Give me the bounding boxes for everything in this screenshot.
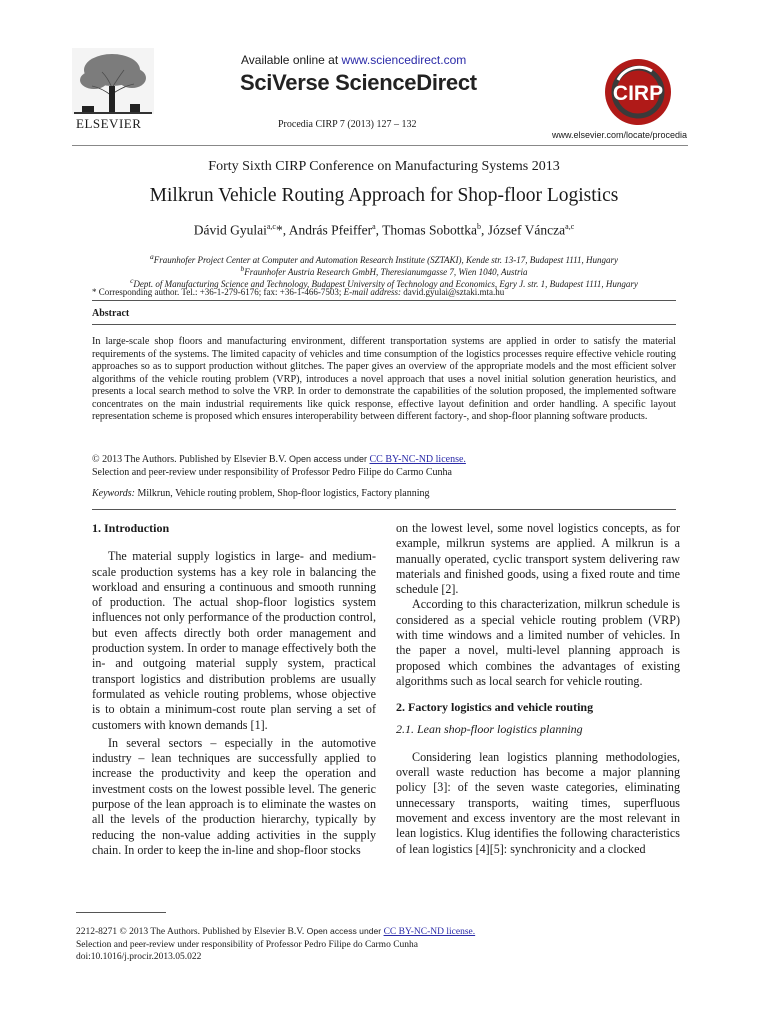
author-affiliation-mark: a,c [266, 222, 276, 231]
section-heading: 1. Introduction [92, 521, 170, 535]
keywords-bottom-rule [92, 509, 676, 510]
section-heading: 2. Factory logistics and vehicle routing [396, 700, 594, 715]
publisher-name: ELSEVIER [76, 116, 142, 131]
corresponding-contact: * Corresponding author. Tel.: +36-1-279-6176; fax: +36-1-466-7503; [92, 287, 344, 297]
open-access-label: Open access under [288, 454, 370, 464]
license-link[interactable]: CC BY-NC-ND license. [369, 454, 466, 465]
header-divider [72, 145, 688, 146]
author-affiliation-mark: b [477, 222, 482, 231]
author-affiliation-mark: a,c [565, 222, 575, 231]
left-column [92, 521, 376, 858]
abstract-heading: Abstract [92, 308, 130, 319]
affiliation-text: Dept. of Manufacturing Science and Technology, Budapest University of Technology and Economics, Egry J. str. 1, Budapest 1111, Hungary [133, 279, 638, 289]
copyright-text: © 2013 The Authors. Published by Elsevier B.V. [92, 454, 289, 465]
author-list [0, 222, 768, 239]
affiliation-mark: b [240, 264, 245, 273]
paragraph: According to this characterization, milkrun schedule is considered as a special vehicle routing problem (VRP) with time windows and a limited number of vehicles. In the paper a novel, multi-level planning approach is proposed which combines the advantages of existing algorithms such as local search for vehicle routing. [396, 597, 680, 688]
author-separator: , [375, 222, 383, 238]
email-address[interactable]: david.gyulai@sztaki.mta.hu [401, 287, 505, 297]
abstract-top-rule [92, 300, 676, 301]
paragraph: on the lowest level, some novel logistics concepts, as for example, milkrun systems are applied. A milkrun is a manually operated, cyclic transport system delivering raw materials and finished goods, using a fixed route and time schedule [2]. [396, 521, 680, 597]
affiliation-mark: a [150, 252, 154, 261]
journal-reference: Procedia CIRP 7 (2013) 127 – 132 [278, 119, 417, 130]
footer-peer-review: Selection and peer-review under responsibility of Professor Pedro Filipe do Carmo Cunha [76, 939, 418, 950]
author-name: József Váncza [487, 222, 566, 238]
sciencedirect-link[interactable]: www.sciencedirect.com [341, 53, 467, 67]
footer-copyright-text: 2212-8271 © 2013 The Authors. Published by Elsevier B.V. [76, 927, 307, 937]
author-separator: , [481, 222, 488, 238]
author-separator: *, [275, 222, 289, 238]
platform-name: SciVerse ScienceDirect [240, 70, 477, 95]
doi[interactable]: doi:10.1016/j.procir.2013.05.022 [76, 952, 202, 962]
subsection-heading: 2.1. Lean shop-floor logistics planning [396, 721, 583, 736]
keywords-list: Milkrun, Vehicle routing problem, Shop-floor logistics, Factory planning [134, 488, 430, 499]
peer-review-line: Selection and peer-review under responsibility of Professor Pedro Filipe do Carmo Cunha [92, 466, 452, 478]
footer-rule [76, 912, 166, 913]
cirp-logo-text: CIRP [612, 82, 664, 105]
conference-name: Forty Sixth CIRP Conference on Manufacturing Systems 2013 [208, 159, 560, 174]
available-online [241, 53, 466, 67]
paper-title: Milkrun Vehicle Routing Approach for Shop-floor Logistics [149, 185, 619, 206]
copyright-notice [92, 453, 466, 479]
paragraph: In several sectors – especially in the automotive industry – lean techniques are successfully applied to increase the productivity and keep the operation and investment costs on the lowest possible level. The generic purpose of the lean approach is to eliminate the wastes on all the levels of the production hierarchy, typically by reducing the non-value adding activities in the supply chain. In order to keep the in-line and shop-floor stocks [92, 735, 376, 857]
abstract-text: In large-scale shop floors and manufacturing environment, different transportation systems are applied in order to satisfy the material requirements of the systems. The limited capacity of vehicles and time consumption of the logistics processes require effective vehicle routing approaches so as to support production without glitches. The paper gives an overview of the appropriate models and the most efficient solver algorithms of the vehicle routing problem (VRP), introduces a novel approach that uses a novel initial solution generation heuristics, and presents a local search method to solve the VRP. In order to demonstrate the capabilities of the solution proposed, the implemented software concentrates on the main industrial requirements like quick response, effective layout definition and order handling. A specific layout representation scheme is proposed which ensures interoperability between different factory-, and shop-floor planning software products. [92, 336, 676, 422]
email-label: E-mail address: [343, 287, 401, 297]
journal-url[interactable]: www.elsevier.com/locate/procedia [552, 130, 688, 140]
author-name: Thomas Sobottka [382, 222, 478, 238]
copyright-line [92, 453, 466, 467]
corresponding-author [92, 287, 504, 297]
affiliation-mark: c [130, 276, 134, 285]
author-affiliation-mark: a [372, 222, 376, 231]
available-prefix: Available online at [241, 53, 342, 67]
license-link[interactable]: CC BY-NC-ND license. [383, 927, 476, 937]
footer [76, 925, 475, 964]
paragraph: The material supply logistics in large- and medium-scale production systems has a key role in balancing the workload and ensuring a continuous and smooth running of production. The actual shop-floor logistics system influences not only performance of the production control, but even affects directly both order management and production system. In order to manage effectively both the in- and outgoing material supply system, practical transport logistics and distribution problems are usually formulated as vehicle routing problems, whose objective is to obtain a minimum-cost route plan serving a set of customers with known demands [1]. [92, 549, 376, 732]
affiliation-text: Fraunhofer Austria Research GmbH, Theresianumgasse 7, Wien 1040, Austria [244, 267, 528, 277]
abstract-heading-rule [92, 324, 676, 325]
keywords-label: Keywords: [92, 488, 135, 499]
right-column [396, 521, 680, 857]
affiliation-text: Fraunhofer Project Center at Computer and Automation Research Institute (SZTAKI), Kende str. 13-17, Budapest 1111, Hungary [153, 255, 618, 265]
paragraph: Considering lean logistics planning methodologies, overall waste reduction has become a major planning policy [3]: of the seven waste categories, eliminating unnecessary transports, waiting times, superfluous movement and excess inventory are the most relevant in lean logistics. Klug identifies the following characteristics of lean logistics [4][5]: synchronicity and a clocked [396, 749, 680, 856]
author-name: András Pfeiffer [288, 222, 373, 238]
footer-copyright [76, 925, 475, 939]
author-name: Dávid Gyulai [193, 222, 267, 238]
keywords [92, 488, 429, 499]
cirp-logo [604, 58, 672, 126]
open-access-label: Open access under [306, 926, 384, 936]
